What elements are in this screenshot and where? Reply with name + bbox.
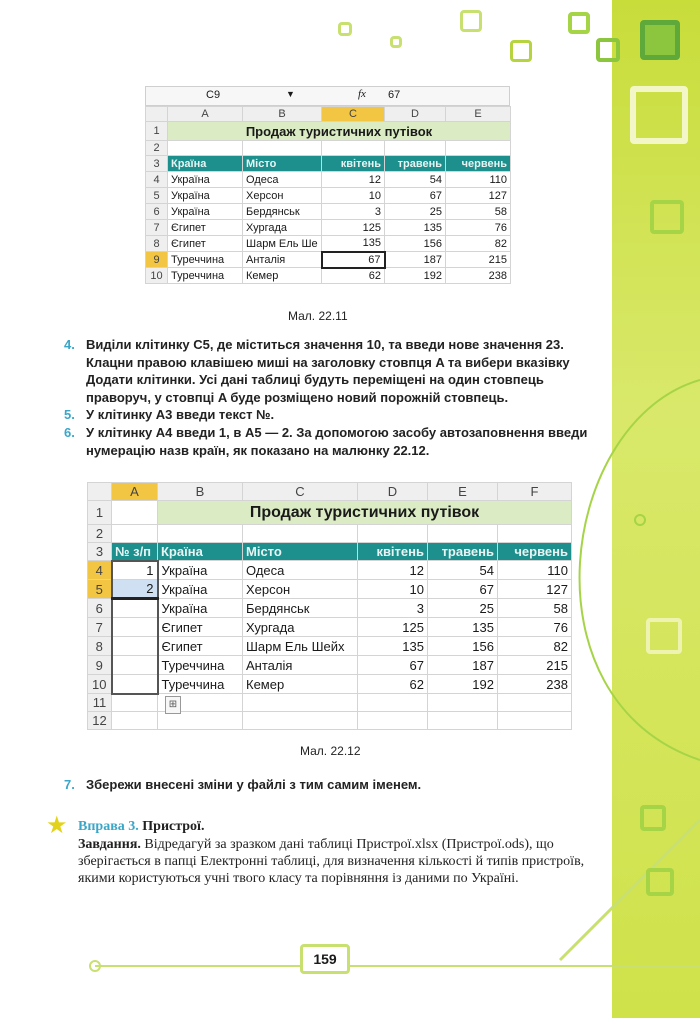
formula-input[interactable]: 67: [388, 89, 401, 101]
sheet-title[interactable]: Продаж туристичних путівок: [168, 122, 511, 141]
header-cell[interactable]: Країна: [158, 543, 243, 561]
task-label: Завдання.: [78, 837, 141, 852]
col-header[interactable]: D: [385, 107, 446, 122]
spreadsheet-figure-2: [87, 482, 571, 730]
header-cell[interactable]: квітень: [358, 543, 428, 561]
cell[interactable]: 82: [446, 236, 511, 252]
decorative-square: [650, 200, 684, 234]
cell[interactable]: 187: [385, 252, 446, 268]
cell[interactable]: Україна: [168, 188, 243, 204]
cell[interactable]: Туреччина: [158, 656, 243, 675]
cell[interactable]: 10: [358, 580, 428, 599]
header-cell[interactable]: червень: [446, 156, 511, 172]
cell[interactable]: [112, 656, 158, 675]
cell[interactable]: [498, 525, 572, 543]
cell[interactable]: [158, 525, 243, 543]
col-header[interactable]: C: [243, 483, 358, 501]
cell[interactable]: Херсон: [243, 580, 358, 599]
task-text: Відредагуй за зразком дані таблиці Пристрої.xlsx (Пристрої.ods), що зберігається в папці Електронні таблиці, для визначення кількості й типів пристроїв, якими користуються учні твого класу та порівняння із даними по Україні.: [78, 837, 585, 886]
cell[interactable]: 238: [498, 675, 572, 694]
cell[interactable]: 76: [446, 220, 511, 236]
cell[interactable]: [112, 675, 158, 694]
row-header[interactable]: 10: [146, 268, 168, 284]
header-cell[interactable]: Місто: [243, 156, 322, 172]
grid-2: [87, 482, 572, 730]
exercise-task: [78, 836, 600, 887]
cell[interactable]: [112, 694, 158, 712]
cell[interactable]: 1: [112, 561, 158, 580]
exercise-title: Вправа 3.: [78, 819, 139, 834]
cell[interactable]: [112, 712, 158, 730]
cell[interactable]: [358, 694, 428, 712]
cell[interactable]: 62: [358, 675, 428, 694]
cell[interactable]: 67: [385, 188, 446, 204]
cell[interactable]: Єгипет: [168, 220, 243, 236]
cell[interactable]: [498, 694, 572, 712]
cell[interactable]: Туреччина: [168, 268, 243, 284]
cell[interactable]: 2: [112, 580, 158, 599]
row-header[interactable]: 11: [88, 694, 112, 712]
cell[interactable]: 192: [385, 268, 446, 284]
cell[interactable]: Бердянськ: [243, 599, 358, 618]
step-number: 7.: [64, 777, 75, 792]
row-header[interactable]: 1: [146, 122, 168, 141]
cell[interactable]: Україна: [158, 561, 243, 580]
cell[interactable]: 125: [358, 618, 428, 637]
cell[interactable]: [112, 599, 158, 618]
row-header[interactable]: 12: [88, 712, 112, 730]
step-7: [64, 776, 600, 794]
cell[interactable]: 58: [498, 599, 572, 618]
row-header[interactable]: 5: [88, 580, 112, 599]
decorative-square: [510, 40, 532, 62]
cell[interactable]: 238: [446, 268, 511, 284]
header-cell[interactable]: квітень: [322, 156, 385, 172]
step-5: [64, 406, 600, 424]
decorative-square: [390, 36, 402, 48]
exercise-heading: [78, 818, 598, 835]
cell[interactable]: Бердянськ: [243, 204, 322, 220]
cell[interactable]: 10: [322, 188, 385, 204]
cell[interactable]: 127: [498, 580, 572, 599]
cell[interactable]: Шарм Ель Шейх: [243, 637, 358, 656]
row-header[interactable]: 5: [146, 188, 168, 204]
star-icon: ★: [46, 812, 68, 839]
step-number: 4.: [64, 337, 75, 352]
cell[interactable]: [112, 501, 158, 525]
row-header[interactable]: 3: [88, 543, 112, 561]
cell[interactable]: Україна: [168, 172, 243, 188]
cell[interactable]: Єгипет: [158, 618, 243, 637]
corner-cell[interactable]: [146, 107, 168, 122]
cell[interactable]: Кемер: [243, 268, 322, 284]
cell[interactable]: [358, 712, 428, 730]
row-header[interactable]: 9: [88, 656, 112, 675]
row-header[interactable]: 9: [146, 252, 168, 268]
cell[interactable]: [243, 525, 358, 543]
cell[interactable]: Шарм Ель Ше: [243, 236, 322, 252]
decorative-square: [596, 38, 620, 62]
decorative-square: [646, 618, 682, 654]
step-text: Виділи клітинку C5, де міститься значення 10, та введи нове значення 23. Клацни правою клавішею миші на заголовку стовпця A та вибери вказівку Додати клітинки. Усі дані таблиці будуть переміщені на один стовпець праворуч, у стовпці A буде розміщено новий порожній стовпець.: [86, 337, 570, 405]
header-cell[interactable]: червень: [498, 543, 572, 561]
cell[interactable]: [322, 141, 385, 156]
cell[interactable]: [243, 694, 358, 712]
row-header[interactable]: 8: [88, 637, 112, 656]
cell[interactable]: [243, 141, 322, 156]
cell[interactable]: Хургада: [243, 618, 358, 637]
step-4: [64, 336, 600, 406]
row-header[interactable]: 1: [88, 501, 112, 525]
cell[interactable]: [428, 712, 498, 730]
col-header[interactable]: F: [498, 483, 572, 501]
cell[interactable]: 25: [385, 204, 446, 220]
cell[interactable]: 135: [428, 618, 498, 637]
decorative-square: [640, 805, 666, 831]
cell[interactable]: 135: [322, 236, 385, 252]
header-cell[interactable]: Країна: [168, 156, 243, 172]
decorative-square: [568, 12, 590, 34]
sheet-title[interactable]: Продаж туристичних путівок: [158, 501, 572, 525]
cell[interactable]: 76: [498, 618, 572, 637]
cell[interactable]: 215: [446, 252, 511, 268]
header-cell[interactable]: травень: [428, 543, 498, 561]
row-header[interactable]: 6: [146, 204, 168, 220]
cell[interactable]: Туреччина: [158, 675, 243, 694]
row-header[interactable]: 3: [146, 156, 168, 172]
cell[interactable]: 58: [446, 204, 511, 220]
cell[interactable]: 82: [498, 637, 572, 656]
row-header[interactable]: 8: [146, 236, 168, 252]
col-header[interactable]: C: [322, 107, 385, 122]
cell[interactable]: [112, 618, 158, 637]
cell[interactable]: Херсон: [243, 188, 322, 204]
cell[interactable]: [385, 141, 446, 156]
cell[interactable]: Кемер: [243, 675, 358, 694]
cell[interactable]: [498, 712, 572, 730]
cell[interactable]: 12: [322, 172, 385, 188]
cell[interactable]: [243, 712, 358, 730]
step-number: 5.: [64, 407, 75, 422]
decorative-square: [630, 86, 688, 144]
formula-bar: [145, 86, 510, 106]
col-header[interactable]: E: [446, 107, 511, 122]
row-header[interactable]: 10: [88, 675, 112, 694]
cell[interactable]: [446, 141, 511, 156]
name-box[interactable]: C9: [206, 89, 221, 101]
step-number: 6.: [64, 425, 75, 440]
header-cell[interactable]: Місто: [243, 543, 358, 561]
spreadsheet-figure-1: [145, 86, 510, 284]
cell[interactable]: Хургада: [243, 220, 322, 236]
cell[interactable]: 12: [358, 561, 428, 580]
cell[interactable]: 187: [428, 656, 498, 675]
decorative-square: [640, 20, 680, 60]
row-header[interactable]: 6: [88, 599, 112, 618]
cell[interactable]: [428, 525, 498, 543]
cell[interactable]: 110: [446, 172, 511, 188]
cell[interactable]: Анталія: [243, 252, 322, 268]
cell[interactable]: 110: [498, 561, 572, 580]
cell[interactable]: 125: [322, 220, 385, 236]
cell[interactable]: 3: [322, 204, 385, 220]
cell[interactable]: 67: [358, 656, 428, 675]
step-text: У клітинку A4 введи 1, в A5 — 2. За допомогою засобу автозаповнення введи нумерацію назв країн, як показано на малюнку 22.12.: [86, 425, 588, 458]
step-text: Збережи внесені зміни у файлі з тим самим іменем.: [86, 777, 422, 792]
cell[interactable]: Туреччина: [168, 252, 243, 268]
cell[interactable]: Єгипет: [158, 637, 243, 656]
header-cell[interactable]: травень: [385, 156, 446, 172]
row-header[interactable]: 2: [146, 141, 168, 156]
cell[interactable]: 3: [358, 599, 428, 618]
cell[interactable]: [358, 525, 428, 543]
cell[interactable]: 156: [428, 637, 498, 656]
cell[interactable]: 25: [428, 599, 498, 618]
cell[interactable]: Одеса: [243, 561, 358, 580]
figure-caption: Мал. 22.12: [300, 744, 361, 758]
cell[interactable]: [428, 694, 498, 712]
cell[interactable]: 54: [385, 172, 446, 188]
header-cell[interactable]: № з/п: [112, 543, 158, 561]
active-cell[interactable]: 67: [322, 252, 385, 268]
decorative-square: [460, 10, 482, 32]
col-header[interactable]: B: [158, 483, 243, 501]
decorative-square: [338, 22, 352, 36]
step-6: [64, 424, 600, 459]
col-header[interactable]: A: [168, 107, 243, 122]
cell[interactable]: Єгипет: [168, 236, 243, 252]
col-header[interactable]: D: [358, 483, 428, 501]
cell[interactable]: [112, 525, 158, 543]
cell[interactable]: [158, 712, 243, 730]
col-header[interactable]: B: [243, 107, 322, 122]
cell[interactable]: 215: [498, 656, 572, 675]
row-header[interactable]: 4: [88, 561, 112, 580]
cell[interactable]: [112, 637, 158, 656]
cell[interactable]: 135: [385, 220, 446, 236]
row-header[interactable]: 7: [146, 220, 168, 236]
step-text: У клітинку A3 введи текст №.: [86, 407, 275, 422]
chevron-down-icon: ▼: [286, 89, 295, 99]
cell[interactable]: 54: [428, 561, 498, 580]
cell[interactable]: 135: [358, 637, 428, 656]
autofill-options-icon[interactable]: ⊞: [165, 696, 181, 714]
row-header[interactable]: 2: [88, 525, 112, 543]
page-number-box: [300, 944, 350, 974]
corner-cell[interactable]: [88, 483, 112, 501]
figure-caption: Мал. 22.11: [288, 309, 348, 323]
cell[interactable]: Україна: [168, 204, 243, 220]
cell[interactable]: 192: [428, 675, 498, 694]
cell[interactable]: Україна: [158, 599, 243, 618]
cell[interactable]: 156: [385, 236, 446, 252]
decorative-square: [646, 868, 674, 896]
row-header[interactable]: 4: [146, 172, 168, 188]
cell[interactable]: Україна: [158, 580, 243, 599]
exercise-subtitle: Пристрої.: [142, 819, 205, 834]
col-header[interactable]: E: [428, 483, 498, 501]
cell[interactable]: [168, 141, 243, 156]
fx-icon: fx: [358, 88, 366, 100]
cell[interactable]: 127: [446, 188, 511, 204]
cell[interactable]: Одеса: [243, 172, 322, 188]
row-header[interactable]: 7: [88, 618, 112, 637]
cell[interactable]: Анталія: [243, 656, 358, 675]
page-number: 159: [313, 951, 337, 967]
cell[interactable]: 67: [428, 580, 498, 599]
col-header[interactable]: A: [112, 483, 158, 501]
grid-1: [145, 106, 511, 284]
cell[interactable]: 62: [322, 268, 385, 284]
